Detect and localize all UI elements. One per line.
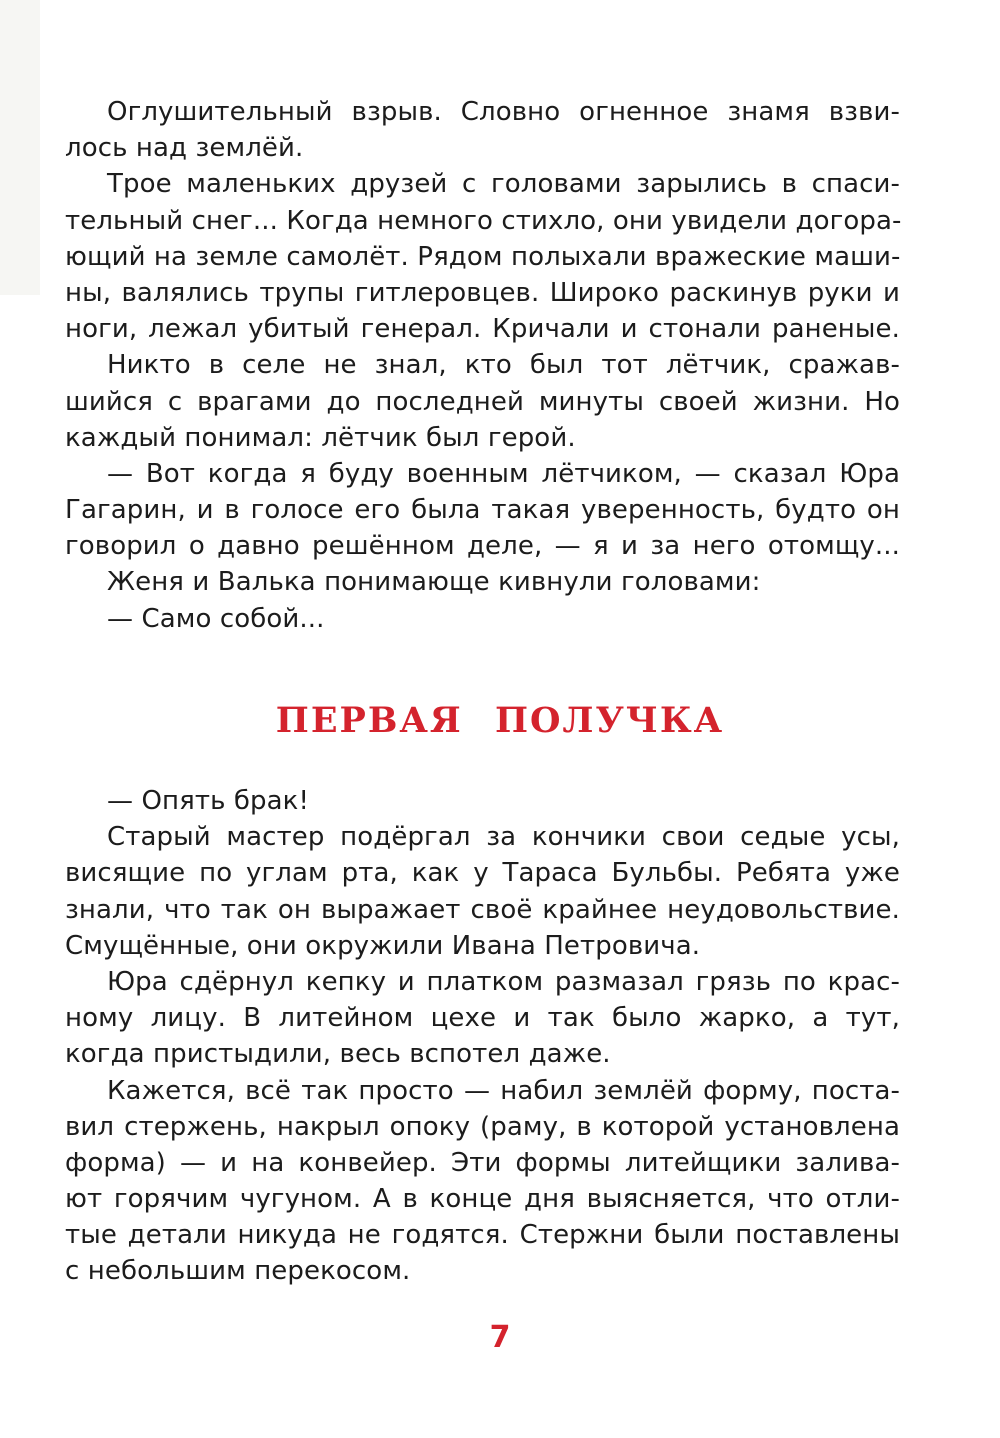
- paragraph-line: ному лицу. В литейном цехе и так было жарко, а тут,: [65, 1003, 900, 1034]
- paragraph-line: говорил о давно решённом деле, — я и за него отомщу...: [65, 531, 900, 562]
- text-block-2: [65, 783, 900, 1290]
- paragraph-line: ноги, лежал убитый генерал. Кричали и стонали раненые.: [65, 314, 900, 345]
- paragraph-line: ющий на земле самолёт. Рядом полыхали вражеские маши-: [65, 241, 901, 272]
- paragraph-line: с небольшим перекосом.: [65, 1256, 411, 1287]
- paragraph-line: тые детали никуда не годятся. Стержни были поставлены: [65, 1220, 900, 1251]
- paragraph-line: Смущённые, они окружили Ивана Петровича.: [65, 930, 701, 961]
- paragraph-line: тельный снег... Когда немного стихло, они увидели догора-: [65, 205, 902, 236]
- text-block-1: [65, 94, 900, 637]
- paragraph-line: лось над землёй.: [65, 133, 304, 164]
- paragraph-line: Кажется, всё так просто — набил землёй форму, поста-: [107, 1075, 900, 1106]
- dialogue-line: — Опять брак!: [107, 786, 310, 816]
- paragraph-line: форма) — и на конвейер. Эти формы литейщики залива-: [65, 1147, 900, 1178]
- paragraph-line: вил стержень, накрыл опоку (раму, в которой установлена: [65, 1111, 900, 1142]
- paragraph-line: шийся с врагами до последней минуты своей жизни. Но: [65, 386, 900, 417]
- page-edge-shadow: [0, 0, 40, 295]
- paragraph-line: Гагарин, и в голосе его была такая уверенность, будто он: [65, 495, 900, 526]
- paragraph-line: когда пристыдили, весь вспотел даже.: [65, 1039, 611, 1070]
- paragraph-line: висящие по углам рта, как у Тараса Бульбы. Ребята уже: [65, 858, 900, 889]
- paragraph-line: Старый мастер подёргал за кончики свои седые усы,: [107, 822, 900, 853]
- page-number: 7: [489, 1320, 511, 1355]
- paragraph-line: ны, валялись трупы гитлеровцев. Широко раскинув руки и: [65, 277, 900, 308]
- paragraph-line: Женя и Валька понимающе кивнули головами:: [107, 567, 761, 598]
- chapter-title: ПЕРВАЯ ПОЛУЧКА: [275, 700, 725, 741]
- paragraph-line: знали, что так он выражает своё крайнее неудовольствие.: [65, 894, 900, 925]
- paragraph-line: Никто в селе не знал, кто был тот лётчик, сражав-: [107, 350, 900, 381]
- dialogue-line: — Само собой...: [107, 603, 325, 634]
- paragraph-line: ют горячим чугуном. А в конце дня выясняется, что отли-: [65, 1184, 900, 1215]
- paragraph-line: каждый понимал: лётчик был герой.: [65, 422, 576, 453]
- paragraph-line: Трое маленьких друзей с головами зарылись в спаси-: [107, 169, 900, 200]
- dialogue-line: — Вот когда я буду военным лётчиком, — сказал Юра: [107, 458, 900, 489]
- paragraph-line: Оглушительный взрыв. Словно огненное знамя взви-: [107, 97, 900, 127]
- paragraph-line: Юра сдёрнул кепку и платком размазал грязь по крас-: [107, 966, 900, 997]
